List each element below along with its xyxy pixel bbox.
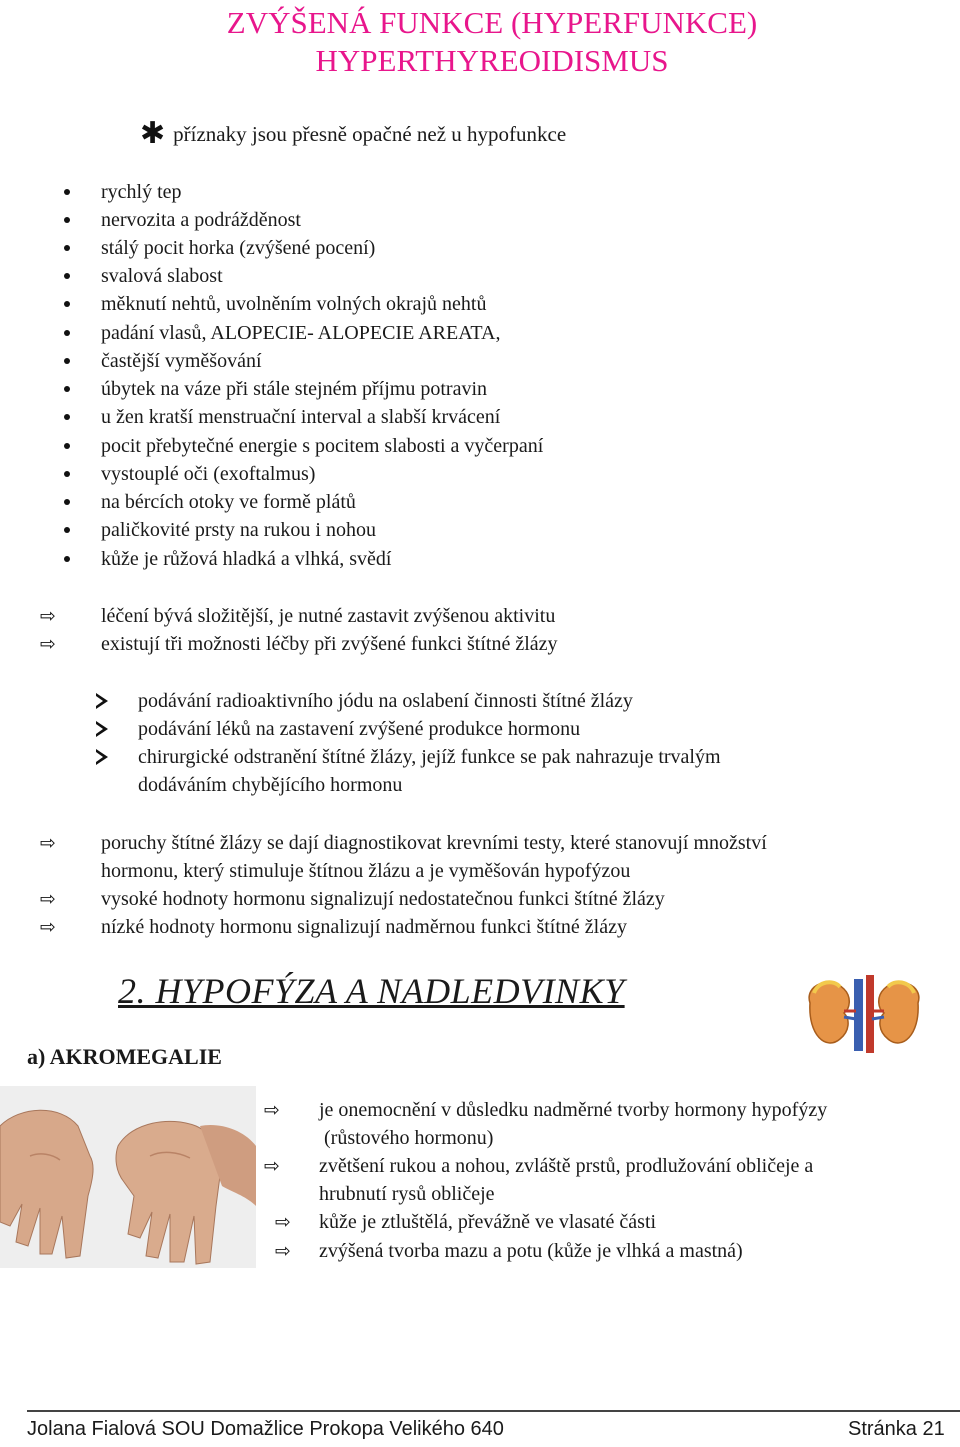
intro-line: [140, 119, 566, 149]
hollow-arrow-icon: ⇨: [275, 1240, 291, 1262]
bullet-icon: [64, 217, 70, 223]
bullet-icon: [64, 273, 70, 279]
hollow-arrow-icon: ⇨: [40, 605, 56, 627]
bullet-icon: [64, 443, 70, 449]
hands-photo: [0, 1086, 256, 1268]
hollow-arrow-icon: ⇨: [264, 1099, 280, 1121]
triangle-arrow-icon: [96, 749, 108, 765]
page-number: Stránka 21: [848, 1418, 945, 1440]
bullet-icon: [64, 556, 70, 562]
triangle-arrow-icon: [96, 721, 108, 737]
subsection-heading: a) AKROMEGALIE: [27, 1044, 222, 1069]
hollow-arrow-icon: ⇨: [264, 1155, 280, 1177]
title-line-2: HYPERTHYREOIDISMUS: [315, 43, 669, 78]
title-line-1: ZVÝŠENÁ FUNKCE (HYPERFUNKCE): [226, 5, 758, 40]
hollow-arrow-icon: ⇨: [40, 916, 56, 938]
bullet-icon: [64, 386, 70, 392]
bullet-icon: [64, 301, 70, 307]
intro-text: příznaky jsou přesně opačné než u hypofunkce: [173, 121, 567, 146]
bullet-icon: [64, 358, 70, 364]
triangle-arrow-icon: [96, 693, 108, 709]
footer-divider: [27, 1410, 960, 1412]
bullet-icon: [64, 245, 70, 251]
bullet-icon: [64, 330, 70, 336]
bullet-icon: [64, 499, 70, 505]
bullet-icon: [64, 527, 70, 533]
section-heading: 2. HYPOFÝZA A NADLEDVINKY: [118, 971, 625, 1011]
hollow-arrow-icon: ⇨: [40, 832, 56, 854]
hollow-arrow-icon: ⇨: [40, 888, 56, 910]
asterisk-icon: ✱: [140, 117, 166, 150]
bullet-icon: [64, 189, 70, 195]
hollow-arrow-icon: ⇨: [40, 633, 56, 655]
bullet-icon: [64, 414, 70, 420]
hollow-arrow-icon: ⇨: [275, 1211, 291, 1233]
bullet-icon: [64, 471, 70, 477]
kidney-illustration: [800, 975, 928, 1053]
footer-author: Jolana Fialová SOU Domažlice Prokopa Velikého 640: [27, 1418, 504, 1440]
